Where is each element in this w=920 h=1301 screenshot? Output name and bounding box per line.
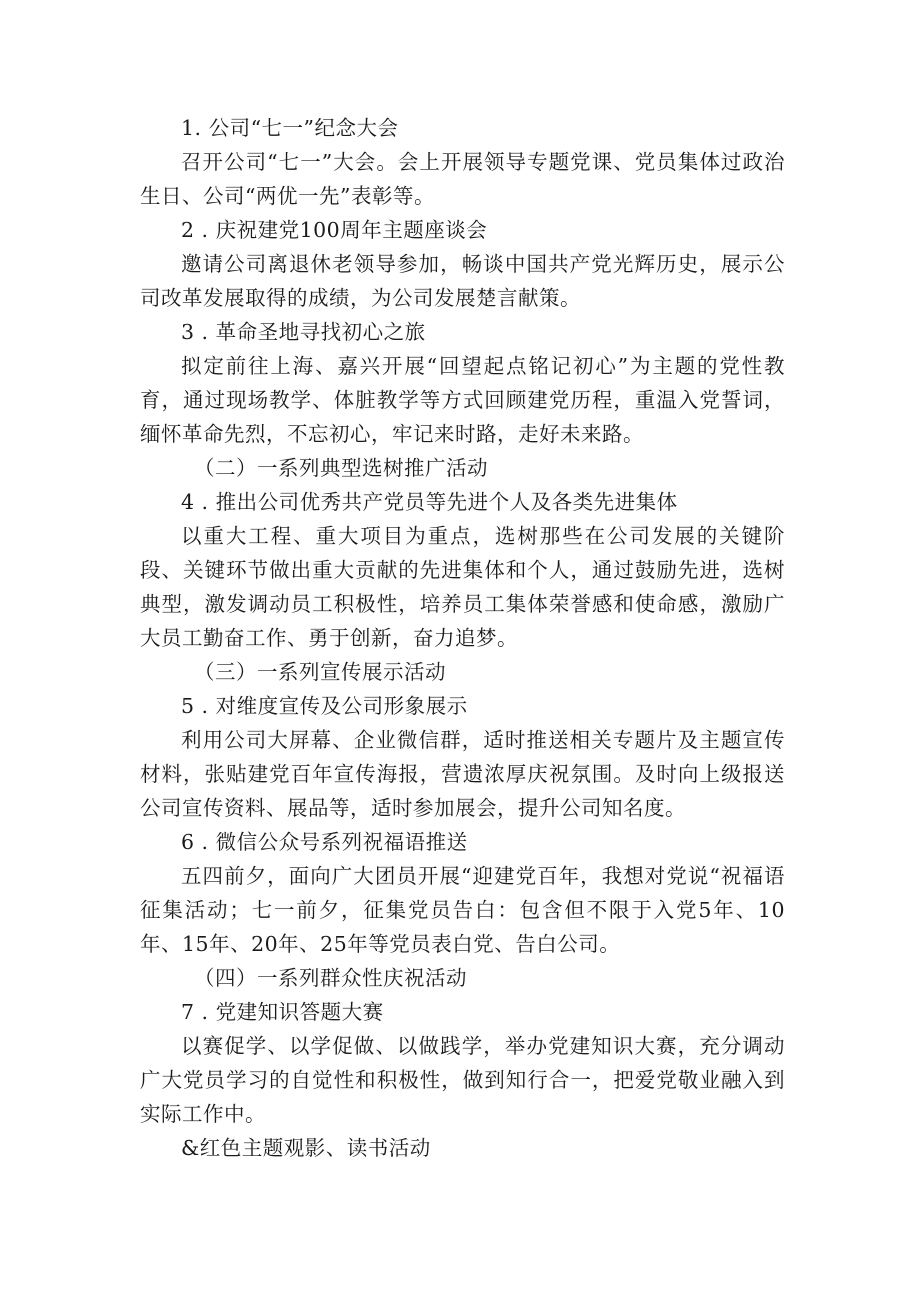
item-heading-4: 4 . 推出公司优秀共产党员等先进个人及各类先进集体	[181, 490, 678, 514]
item-heading-6: 6 . 微信公众号系列祝福语推送	[181, 830, 468, 854]
paragraph-6: 五四前夕，面向广大团员开展“迎建党百年，我想对党说“祝福语征集活动；七一前夕，征集党员告白：包含但不限于入党5年、10年、15年、20年、25年等党员表白党、告白公司。	[140, 864, 785, 956]
item-heading-5: 5 . 对维度宣传及公司形象展示	[181, 694, 468, 718]
paragraph-7: 以赛促学、以学促做、以做践学，举办党建知识大赛，充分调动广大党员学习的自觉性和积极性，做到知行合一，把爱党敬业融入到实际工作中。	[140, 1034, 785, 1126]
paragraph-5: 利用公司大屏幕、企业微信群，适时推送相关专题片及主题宣传材料，张贴建党百年宣传海报，营遗浓厚庆祝氛围。及时向上级报送公司宣传资料、展品等，适时参加展会，提升公司知名度。	[140, 728, 785, 820]
item-heading-8: &红色主题观影、读书活动	[181, 1136, 431, 1160]
section-heading-4: （四）一系列群众性庆祝活动	[194, 966, 467, 990]
paragraph-4: 以重大工程、重大项目为重点，选树那些在公司发展的关键阶段、关键环节做出重大贡献的先进集体和个人，通过鼓励先进，选树典型，激发调动员工积极性，培养员工集体荣誉感和使命感，激励广大员工勤奋工作、勇于创新，奋力追梦。	[140, 524, 785, 650]
paragraph-1: 召开公司“七一”大会。会上开展领导专题党课、党员集体过政治生日、公司“两优一先”表彰等。	[140, 150, 785, 208]
item-heading-3: 3 . 革命圣地寻找初心之旅	[181, 320, 426, 344]
section-heading-2: （二）一系列典型选树推广活动	[194, 456, 488, 480]
item-heading-1: 1. 公司“七一”纪念大会	[181, 116, 399, 140]
paragraph-3: 拟定前往上海、嘉兴开展“回望起点铭记初心”为主题的党性教育，通过现场教学、体脏教学等方式回顾建党历程，重温入党誓词，缅怀革命先烈，不忘初心，牢记来时路，走好未来路。	[140, 354, 785, 446]
section-heading-3: （三）一系列宣传展示活动	[194, 660, 446, 684]
item-heading-7: 7 . 党建知识答题大赛	[181, 1000, 384, 1024]
paragraph-2: 邀请公司离退休老领导参加，畅谈中国共产党光辉历史，展示公司改革发展取得的成绩，为公司发展楚言献策。	[140, 252, 785, 310]
item-heading-2: 2 . 庆祝建党100周年主题座谈会	[181, 218, 488, 242]
